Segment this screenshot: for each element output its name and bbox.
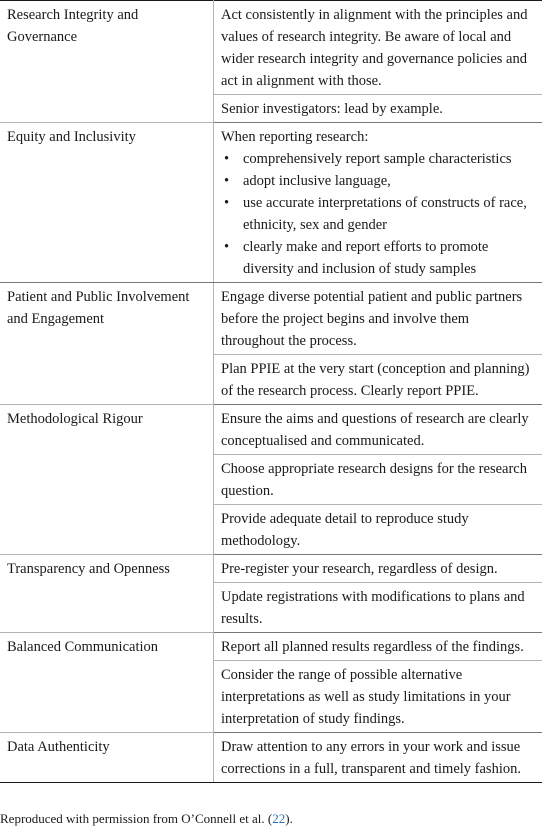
bullet-icon: • [224, 173, 230, 189]
list-item [221, 236, 536, 280]
table-row [0, 633, 542, 661]
list-item-text: comprehensively report sample characteristics [243, 151, 512, 167]
bullet-icon: • [224, 151, 230, 167]
recommendation-cell: Engage diverse potential patient and public partners before the project begins and involve them throughout the process. [214, 283, 542, 355]
recommendation-cell: Plan PPIE at the very start (conception and planning) of the research process. Clearly report PPIE. [214, 355, 542, 405]
recommendation-cell: Pre-register your research, regardless of design. [214, 555, 542, 583]
recommendation-cell: Draw attention to any errors in your work and issue corrections in a full, transparent and timely fashion. [214, 733, 542, 783]
list-item-text: clearly make and report efforts to promote diversity and inclusion of study samples [243, 239, 489, 277]
recommendation-cell: Choose appropriate research designs for the research question. [214, 455, 542, 505]
footnote-text: Reproduced with permission from O’Connell et al. ( [0, 811, 273, 826]
section-label-equity: Equity and Inclusivity [0, 123, 214, 283]
table-row [0, 555, 542, 583]
table-row [0, 733, 542, 783]
section-label-balanced-communication: Balanced Communication [0, 633, 214, 733]
recommendation-cell: Report all planned results regardless of the findings. [214, 633, 542, 661]
recommendation-cell: Act consistently in alignment with the principles and values of research integrity. Be aware of local and wider research integrity and governance policies and act in alignment with those. [214, 1, 542, 95]
table-row [0, 283, 542, 355]
citation-link[interactable]: 22 [272, 811, 286, 826]
recommendation-cell [214, 123, 542, 283]
section-label-methodological-rigour: Methodological Rigour [0, 405, 214, 555]
recommendation-cell: Update registrations with modifications to plans and results. [214, 583, 542, 633]
table-row [0, 1, 542, 95]
list-item-text: use accurate interpretations of constructs of race, ethnicity, sex and gender [243, 195, 527, 233]
list-item [221, 192, 536, 236]
list-item [221, 170, 536, 192]
recommendation-cell: Senior investigators: lead by example. [214, 95, 542, 123]
bullet-icon: • [224, 195, 230, 211]
recommendation-cell: Consider the range of possible alternative interpretations as well as study limitations in your interpretation of study findings. [214, 661, 542, 733]
footnote-tail: ). [285, 811, 293, 826]
section-label-data-authenticity: Data Authenticity [0, 733, 214, 783]
section-label-transparency: Transparency and Openness [0, 555, 214, 633]
table-row [0, 405, 542, 455]
table-footnote [0, 811, 293, 827]
bullet-icon: • [224, 239, 230, 255]
list-item-text: adopt inclusive language, [243, 173, 391, 189]
section-label-research-integrity: Research Integrity and Governance [0, 1, 214, 123]
recommendation-cell: Ensure the aims and questions of research are clearly conceptualised and communicated. [214, 405, 542, 455]
bullet-list-intro: When reporting research: [221, 129, 369, 145]
recommendation-cell: Provide adequate detail to reproduce study methodology. [214, 505, 542, 555]
list-item [221, 148, 536, 170]
section-label-ppie: Patient and Public Involvement and Engagement [0, 283, 214, 405]
table-row [0, 123, 542, 283]
bullet-list [221, 148, 536, 280]
